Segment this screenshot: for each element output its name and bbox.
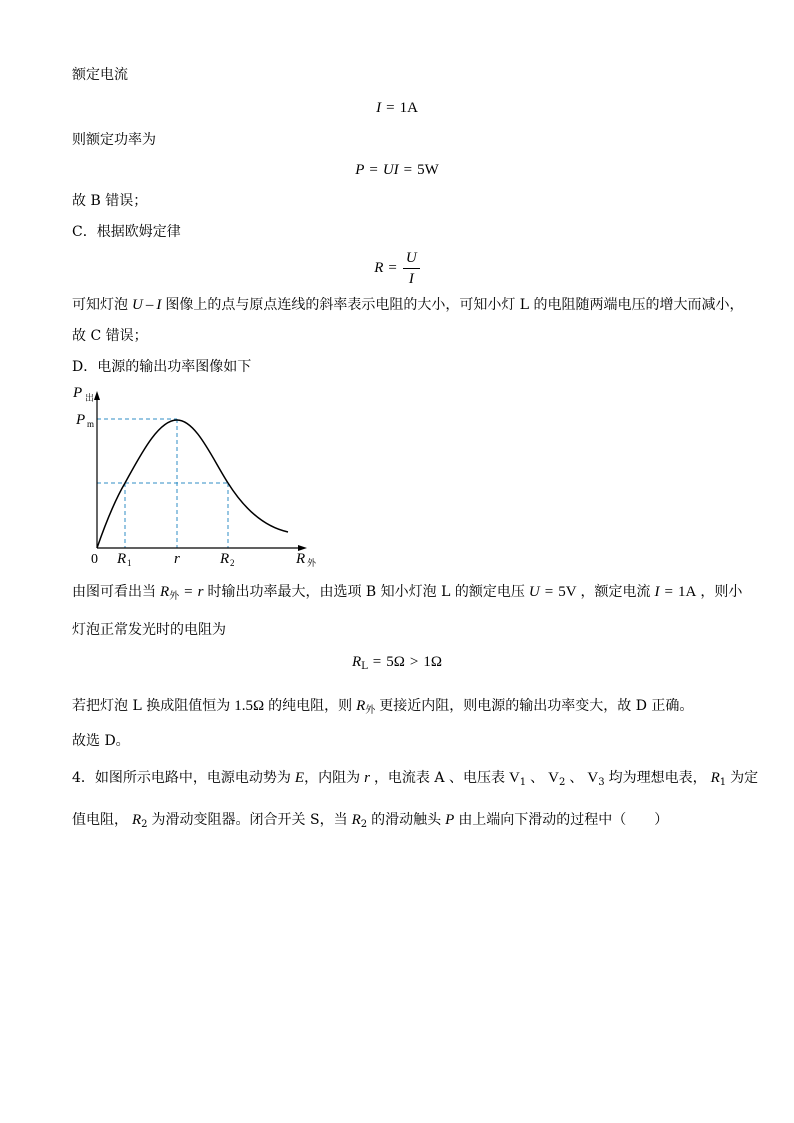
option-d-replacement bbox=[72, 696, 693, 716]
eq-current-var: I bbox=[376, 100, 382, 116]
origin-label: 0 bbox=[91, 552, 98, 567]
text-segment: 时输出功率最大，由选项 B 知小灯泡 L 的额定电压 bbox=[207, 584, 525, 600]
math-r2: R bbox=[351, 812, 361, 828]
eq-greater-than: > bbox=[409, 654, 419, 670]
math-r2: R bbox=[132, 812, 142, 828]
text-segment: 可知灯泡 bbox=[72, 297, 128, 313]
text-segment: 若把灯泡 L 换成阻值恒为 bbox=[72, 698, 231, 714]
math-r-ext: R bbox=[160, 584, 170, 600]
option-c-intro: C．根据欧姆定律 bbox=[72, 224, 181, 240]
math-r1-sub: 1 bbox=[719, 777, 727, 788]
eq-rl-var: R bbox=[351, 654, 362, 670]
eq-power-value: 5W bbox=[417, 162, 439, 178]
math-v3: V bbox=[587, 770, 599, 786]
math-resistance-value: 1.5Ω bbox=[234, 698, 265, 714]
eq-current-value: 1A bbox=[399, 100, 418, 116]
eq-equals-sign: = bbox=[386, 100, 395, 116]
text-segment: ，内阻为 bbox=[304, 770, 361, 786]
question-4-line-2 bbox=[72, 810, 668, 830]
output-power-graph bbox=[60, 380, 330, 575]
math-equals: = bbox=[664, 584, 673, 600]
fraction-denominator: I bbox=[408, 270, 414, 287]
final-answer: 故选 D。 bbox=[72, 733, 130, 749]
y-axis-label-sub: 出 bbox=[85, 393, 95, 403]
math-r: r bbox=[197, 584, 204, 600]
math-u: U bbox=[132, 297, 143, 313]
text-segment: 的纯电阻，则 bbox=[268, 698, 353, 714]
option-d-intro: D．电源的输出功率图像如下 bbox=[72, 359, 252, 375]
math-r2-sub: 2 bbox=[141, 819, 148, 830]
option-c-conclusion: 故 C 错误； bbox=[72, 328, 148, 344]
math-u-value: 5V bbox=[558, 584, 577, 600]
eq-equals-sign: = bbox=[388, 260, 397, 276]
text-segment: 均为理想电表， bbox=[608, 770, 707, 786]
eq-rl-sub: L bbox=[361, 661, 368, 672]
math-equals: = bbox=[544, 584, 554, 600]
r-label: r bbox=[174, 551, 180, 567]
question-4-line-1 bbox=[72, 768, 758, 788]
x-axis-label-sub: 外 bbox=[307, 558, 317, 568]
eq-equals-sign: = bbox=[369, 162, 378, 178]
text-segment: 如图所示电路中，电源电动势为 bbox=[94, 770, 291, 786]
option-d-explanation bbox=[72, 582, 742, 602]
text-segment: 的滑动触头 bbox=[371, 812, 442, 828]
r1-label-sub: 1 bbox=[127, 558, 132, 568]
math-r2-sub: 2 bbox=[360, 819, 368, 830]
eq-power-var: P bbox=[355, 162, 365, 178]
math-r: r bbox=[364, 770, 370, 786]
text-segment: ，额定电流 bbox=[580, 584, 651, 600]
math-i-value: 1A bbox=[678, 584, 697, 600]
text-segment: 由上端向下滑动的过程中（ ） bbox=[458, 812, 669, 828]
separator: 、 bbox=[569, 770, 584, 786]
eq-ui-product: UI bbox=[382, 162, 399, 178]
fraction-numerator: U bbox=[403, 249, 420, 269]
math-v3-sub: 3 bbox=[598, 777, 605, 788]
option-c-explanation bbox=[72, 295, 744, 315]
text-segment: 为定 bbox=[730, 770, 759, 786]
question-number: 4． bbox=[72, 770, 95, 786]
lamp-resistance-equation bbox=[0, 652, 794, 672]
math-i: I bbox=[654, 584, 660, 600]
peak-label-var: P bbox=[76, 412, 86, 428]
text-segment: 值电阻， bbox=[72, 812, 128, 828]
option-d-explanation-cont: 灯泡正常发光时的电阻为 bbox=[72, 622, 226, 638]
rated-current-equation bbox=[0, 98, 794, 118]
rated-power-equation bbox=[0, 160, 794, 180]
math-i: I bbox=[156, 297, 162, 313]
text-segment: ，则小 bbox=[700, 584, 743, 600]
text-segment: ，电流表 A 、电压表 bbox=[373, 770, 505, 786]
math-equals: = bbox=[184, 584, 193, 600]
guide-lines bbox=[97, 419, 228, 548]
math-v1: V bbox=[508, 770, 520, 786]
rated-current-label: 额定电流 bbox=[72, 67, 128, 83]
separator: 、 bbox=[530, 770, 545, 786]
option-b-conclusion: 故 B 错误； bbox=[72, 193, 148, 209]
math-e: E bbox=[294, 770, 305, 786]
math-r-ext-sub: 外 bbox=[365, 705, 376, 716]
text-segment: 由图可看出当 bbox=[72, 584, 156, 600]
eq-equals-sign-2: = bbox=[403, 162, 413, 178]
peak-label-sub: m bbox=[87, 419, 95, 429]
text-segment: 更接近内阻，则电源的输出功率变大，故 D 正确。 bbox=[379, 698, 694, 714]
r1-label-var: R bbox=[117, 551, 127, 567]
eq-equals-sign: = bbox=[372, 654, 382, 670]
math-r-ext-sub: 外 bbox=[169, 591, 180, 602]
eq-compare-value: 1Ω bbox=[423, 654, 443, 670]
rated-power-label: 则额定功率为 bbox=[72, 132, 156, 148]
r2-label-sub: 2 bbox=[230, 558, 235, 568]
y-axis-label-var: P bbox=[73, 385, 83, 401]
eq-resistance-var: R bbox=[374, 260, 384, 276]
math-v1-sub: 1 bbox=[519, 777, 527, 788]
x-axis-label-var: R bbox=[296, 551, 306, 567]
math-r-ext: R bbox=[356, 698, 366, 714]
math-p: P bbox=[445, 812, 455, 828]
text-segment: 图像上的点与原点连线的斜率表示电阻的大小，可知小灯 L 的电阻随两端电压的增大而减小， bbox=[165, 297, 744, 313]
text-segment: 为滑动变阻器。闭合开关 S，当 bbox=[151, 812, 348, 828]
math-v2: V bbox=[548, 770, 560, 786]
math-dash: – bbox=[145, 297, 154, 313]
power-curve bbox=[97, 420, 288, 548]
math-r1: R bbox=[710, 770, 720, 786]
math-u: U bbox=[528, 584, 540, 600]
fraction bbox=[403, 249, 420, 288]
math-v2-sub: 2 bbox=[559, 777, 566, 788]
r2-label-var: R bbox=[220, 551, 230, 567]
ohms-law-equation bbox=[0, 246, 794, 290]
y-axis-arrow bbox=[94, 391, 100, 400]
eq-rl-value: 5Ω bbox=[386, 654, 405, 670]
